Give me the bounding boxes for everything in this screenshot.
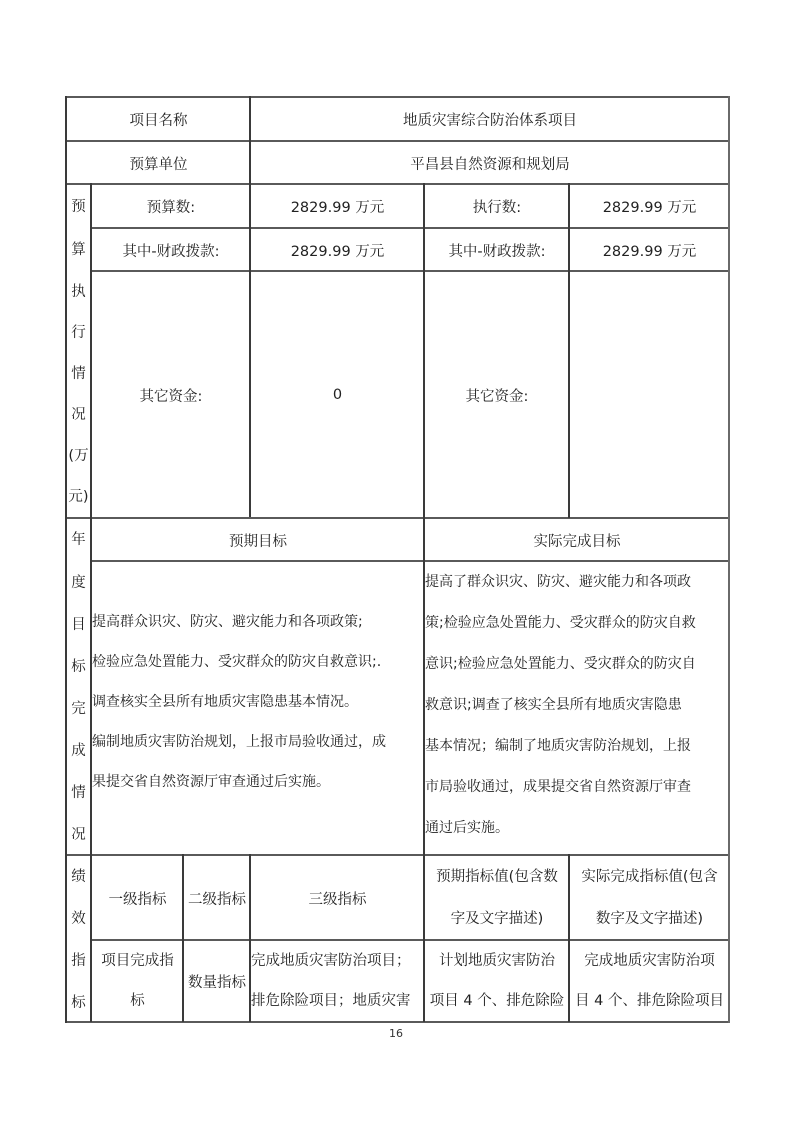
side-label-char: 完: [71, 701, 86, 717]
side-label-char: 年: [71, 532, 86, 548]
row-level3-indicator: [251, 941, 424, 1022]
fiscal-allocation-executed-value: 2829.99 万元: [602, 243, 697, 260]
text-line: 果提交省自然资源厅审查通过后实施。: [92, 774, 330, 790]
side-label-char: 标: [71, 995, 86, 1011]
text-line: [92, 562, 423, 605]
budget-execution-side-label: [66, 186, 91, 518]
text-line: 目 4 个、排危除险项目: [575, 993, 724, 1009]
expected-goal-text: [92, 562, 423, 854]
side-label-char: 况: [71, 827, 86, 843]
side-label-char: 标: [71, 659, 86, 675]
actual-goal-header: 实际完成目标: [533, 533, 621, 550]
text-line: 意识;检验应急处置能力、受灾群众的防灾自: [425, 656, 696, 672]
side-label-char: 效: [71, 911, 86, 927]
fiscal-allocation-value: 2829.99 万元: [290, 243, 385, 260]
text-line: 数字及文字描述): [595, 911, 704, 927]
text-line: 编制地质灾害防治规划，上报市局验收通过，成: [92, 734, 386, 750]
side-label-char: 况: [71, 407, 86, 423]
budget-unit-value: 平昌县自然资源和规划局: [410, 156, 570, 173]
text-line: [92, 804, 423, 847]
budget-unit-label: 预算单位: [129, 156, 188, 173]
side-label-char: 情: [71, 785, 86, 801]
actual-goal-text: [425, 562, 729, 854]
row-level2-indicator: 数量指标: [188, 975, 246, 991]
text-line: 排危除险项目；地质灾害: [251, 993, 411, 1009]
text-line: 项目 4 个、排危除险: [429, 993, 565, 1009]
text-line: 基本情况；编制了地质灾害防治规划，上报: [425, 738, 691, 754]
text-line: 调查核实全县所有地质灾害隐患基本情况。: [92, 694, 358, 710]
side-label-char: 预: [71, 199, 86, 215]
text-line: 计划地质灾害防治: [439, 953, 555, 969]
row-expected-value: [425, 941, 569, 1022]
execution-count-value: 2829.99 万元: [602, 200, 697, 216]
project-name-label: 项目名称: [129, 113, 188, 129]
text-line: 救意识;调查了核实全县所有地质灾害隐患: [425, 697, 682, 713]
side-label-char: 目: [71, 617, 86, 633]
side-label-char: 度: [71, 575, 86, 591]
text-line: 市局验收通过，成果提交省自然资源厅审查: [425, 779, 691, 795]
side-label-char: 算: [71, 242, 86, 258]
project-name-value: 地质灾害综合防治体系项目: [403, 113, 577, 129]
text-line: 通过后实施。: [425, 820, 509, 836]
row-actual-value: [570, 941, 729, 1022]
side-label-char: (万: [68, 448, 89, 464]
budget-count-label: 预算数:: [146, 200, 196, 216]
side-label-char: 元): [68, 489, 89, 505]
other-funds-executed-value: [570, 272, 729, 518]
text-line: 标: [130, 993, 145, 1009]
header-level2-indicator: 二级指标: [188, 891, 246, 908]
text-line: 策;检验应急处置能力、受灾群众的防灾自救: [425, 615, 696, 631]
fiscal-allocation-label: 其中-财政拨款:: [122, 243, 220, 260]
text-line: 完成地质灾害防治项: [584, 953, 715, 969]
side-label-char: 指: [71, 953, 86, 969]
header-expected-value: [425, 856, 569, 940]
header-level3-indicator: 三级指标: [308, 891, 367, 908]
other-funds-value: 0: [332, 387, 343, 403]
execution-count-label: 执行数:: [472, 200, 522, 216]
side-label-char: 执: [71, 284, 86, 300]
side-label-char: 行: [71, 325, 86, 341]
header-actual-value: [570, 856, 729, 940]
page-number: 16: [389, 1027, 403, 1040]
header-level1-indicator: 一级指标: [108, 891, 167, 908]
expected-goal-header: 预期目标: [229, 533, 287, 550]
side-label-char: 成: [71, 743, 86, 759]
fiscal-allocation-executed-label: 其中-财政拨款:: [448, 243, 546, 260]
performance-indicator-side-label: [66, 856, 91, 1024]
side-label-char: 情: [71, 366, 86, 382]
other-funds-label: 其它资金:: [139, 388, 203, 405]
other-funds-executed-label: 其它资金:: [465, 388, 529, 405]
side-label-char: 绩: [71, 869, 86, 885]
row-level1-indicator: [92, 941, 183, 1022]
text-line: 完成地质灾害防治项目；: [251, 953, 411, 969]
text-line: 预期指标值(包含数: [436, 869, 558, 885]
text-line: 提高群众识灾、防灾、避灾能力和各项政策;: [92, 614, 363, 630]
annual-goal-side-label: [66, 519, 91, 856]
budget-count-value: 2829.99 万元: [290, 200, 385, 216]
text-line: 提高了群众识灾、防灾、避灾能力和各项政: [425, 574, 691, 590]
text-line: 项目完成指: [101, 953, 174, 969]
text-line: 字及文字描述): [450, 911, 544, 927]
text-line: 检验应急处置能力、受灾群众的防灾自救意识;.: [92, 654, 382, 670]
text-line: 实际完成指标值(包含: [581, 869, 718, 885]
